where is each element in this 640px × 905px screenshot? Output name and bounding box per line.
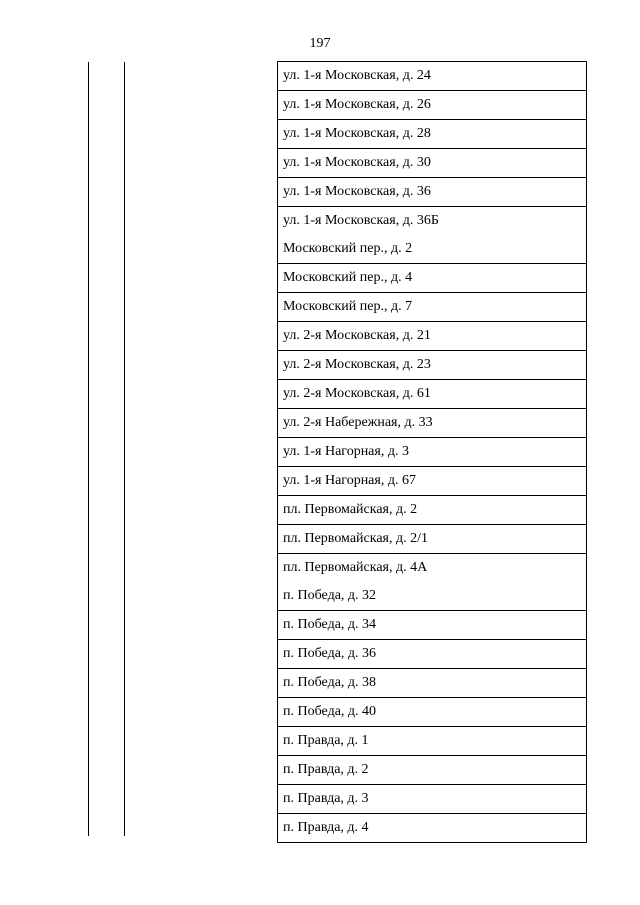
address-cell: ул. 1-я Московская, д. 24 <box>278 62 587 91</box>
address-cell: п. Победа, д. 36 <box>278 640 587 669</box>
address-cell: пл. Первомайская, д. 4А <box>278 554 587 583</box>
table-row <box>278 611 587 640</box>
table-row <box>278 322 587 351</box>
address-cell: ул. 2-я Московская, д. 23 <box>278 351 587 380</box>
address-cell: п. Правда, д. 2 <box>278 756 587 785</box>
address-cell: Московский пер., д. 4 <box>278 264 587 293</box>
table-row <box>278 814 587 843</box>
table-row <box>278 409 587 438</box>
address-cell: пл. Первомайская, д. 2/1 <box>278 525 587 554</box>
table-row <box>278 669 587 698</box>
address-cell: ул. 1-я Нагорная, д. 3 <box>278 438 587 467</box>
table-row <box>278 756 587 785</box>
table-row <box>278 351 587 380</box>
table-row <box>278 264 587 293</box>
table-row <box>278 467 587 496</box>
table-row <box>278 149 587 178</box>
table-row <box>278 727 587 756</box>
address-cell: ул. 1-я Московская, д. 26 <box>278 91 587 120</box>
address-cell: Московский пер., д. 2 <box>278 235 587 264</box>
table-row <box>278 62 587 91</box>
table-row <box>278 698 587 727</box>
table-row <box>278 178 587 207</box>
address-cell: ул. 2-я Московская, д. 61 <box>278 380 587 409</box>
table-row <box>278 120 587 149</box>
table-row <box>278 785 587 814</box>
table-row <box>278 438 587 467</box>
address-table <box>277 61 587 843</box>
table-row <box>278 293 587 322</box>
address-cell: п. Правда, д. 4 <box>278 814 587 843</box>
table-row <box>278 235 587 264</box>
table-border-left <box>88 62 89 836</box>
table-row <box>278 554 587 583</box>
address-cell: п. Победа, д. 34 <box>278 611 587 640</box>
address-cell: ул. 2-я Набережная, д. 33 <box>278 409 587 438</box>
table-row <box>278 207 587 236</box>
address-cell: ул. 1-я Московская, д. 28 <box>278 120 587 149</box>
address-cell: пл. Первомайская, д. 2 <box>278 496 587 525</box>
table-row <box>278 525 587 554</box>
address-cell: ул. 1-я Московская, д. 30 <box>278 149 587 178</box>
address-cell: п. Победа, д. 40 <box>278 698 587 727</box>
address-cell: ул. 1-я Нагорная, д. 67 <box>278 467 587 496</box>
address-cell: п. Правда, д. 1 <box>278 727 587 756</box>
table-row <box>278 380 587 409</box>
table-border-inner <box>124 62 125 836</box>
address-cell: ул. 1-я Московская, д. 36Б <box>278 207 587 236</box>
address-cell: ул. 1-я Московская, д. 36 <box>278 178 587 207</box>
address-cell: п. Победа, д. 38 <box>278 669 587 698</box>
address-cell: ул. 2-я Московская, д. 21 <box>278 322 587 351</box>
address-cell: п. Правда, д. 3 <box>278 785 587 814</box>
table-row <box>278 496 587 525</box>
table-row <box>278 91 587 120</box>
table-row <box>278 640 587 669</box>
address-cell: п. Победа, д. 32 <box>278 582 587 611</box>
address-cell: Московский пер., д. 7 <box>278 293 587 322</box>
table-row <box>278 582 587 611</box>
page-number: 197 <box>309 36 331 51</box>
